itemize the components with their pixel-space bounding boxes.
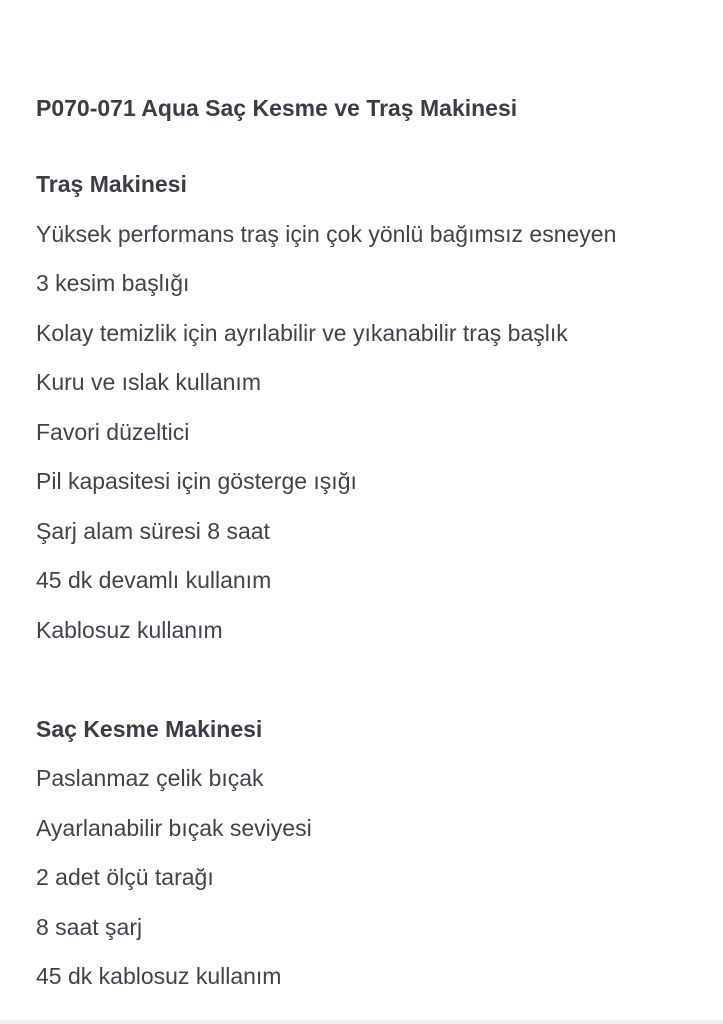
feature-item: Ayarlanabilir bıçak seviyesi: [36, 814, 312, 841]
feature-item: 45 dk devamlı kullanım: [36, 567, 272, 593]
section-heading-hair-clipper: Saç Kesme Makinesi: [36, 715, 263, 742]
feature-item: Şarj alam süresi 8 saat: [36, 517, 270, 544]
feature-item: Kuru ve ıslak kullanım: [36, 369, 261, 395]
feature-item: Pil kapasitesi için gösterge ışığı: [36, 468, 357, 494]
feature-item: 45 dk kablosuz kullanım: [36, 963, 282, 989]
feature-item: Paslanmaz çelik bıçak: [36, 765, 264, 791]
feature-item: Kablosuz kullanım: [36, 616, 223, 643]
section-spacer: [36, 655, 713, 705]
bottom-divider: [0, 1020, 723, 1024]
product-description: [36, 86, 713, 1002]
feature-item: 8 saat şarj: [36, 913, 143, 940]
feature-item: Favori düzeltici: [36, 418, 190, 445]
feature-item: 3 kesim başlığı: [36, 270, 190, 296]
section-shaver: [36, 160, 713, 655]
section-hair-clipper: [36, 705, 713, 1002]
section-heading-shaver: Traş Makinesi: [36, 171, 187, 197]
feature-item: 2 adet ölçü tarağı: [36, 864, 214, 890]
feature-list-shaver: [36, 210, 713, 656]
feature-list-hair-clipper: [36, 754, 713, 1002]
product-title: P070-071 Aqua Saç Kesme ve Traş Makinesi: [36, 95, 518, 121]
feature-item: Kolay temizlik için ayrılabilir ve yıkanabilir traş başlık: [36, 319, 568, 346]
feature-item: Yüksek performans traş için çok yönlü bağımsız esneyen: [36, 220, 617, 247]
